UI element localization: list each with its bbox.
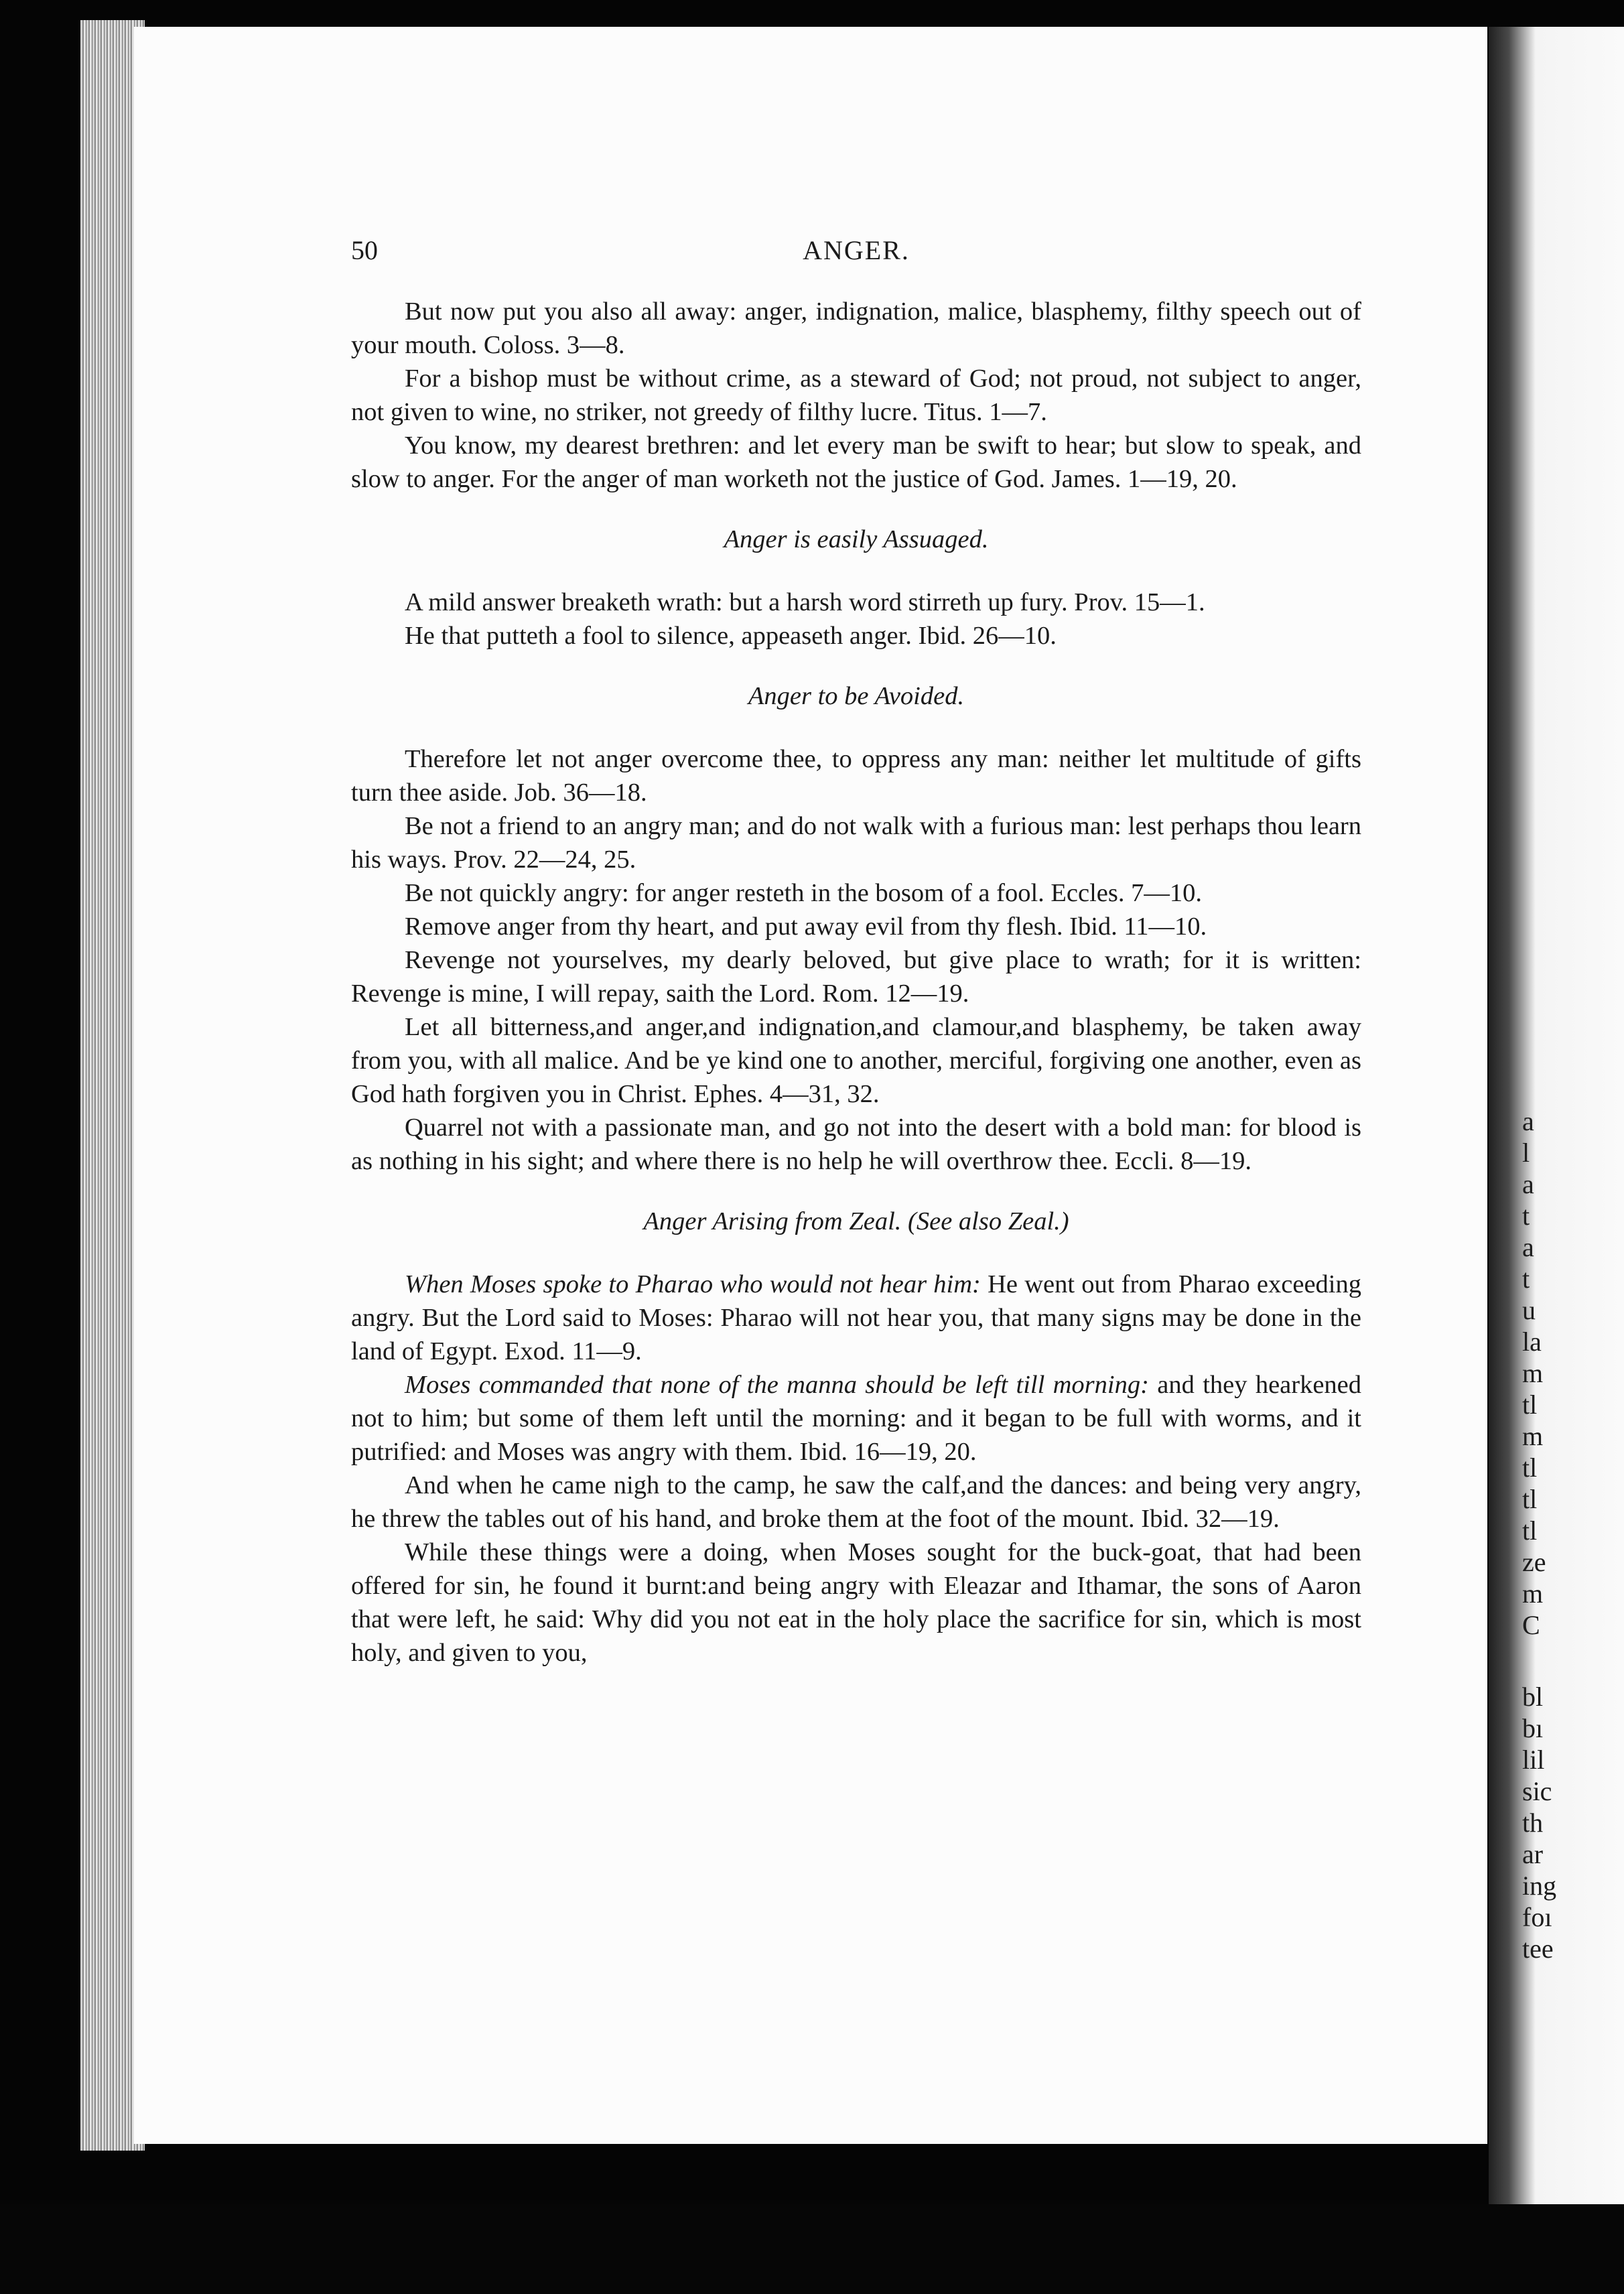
paragraph: Therefore let not anger overcome thee, to oppress any man: neither let multitude of gifts turn thee aside. Job. 36—18.: [351, 745, 1361, 807]
facing-fragment: a: [1522, 1169, 1534, 1199]
page-body: [351, 295, 1361, 1670]
facing-fragment: sic: [1522, 1776, 1552, 1806]
paragraph: He that putteth a fool to silence, appeaseth anger. Ibid. 26—10.: [405, 622, 1057, 650]
facing-fragment: ar: [1522, 1839, 1544, 1869]
paragraph: [351, 1368, 1361, 1469]
paragraph: You know, my dearest brethren: and let every man be swift to hear; but slow to speak, and slow to anger. For the anger of man worketh not the justice of God. James. 1—19, 20.: [351, 431, 1361, 493]
paragraph: Let all bitterness,and anger,and indignation,and clamour,and blasphemy, be taken away from you, with all malice. And be ye kind one to another, merciful, forgiving one another, even as God hath forgiven you in Christ. Ephes. 4—31, 32.: [351, 1013, 1361, 1108]
facing-fragment: tl: [1522, 1390, 1538, 1420]
facing-fragment: m: [1522, 1358, 1544, 1388]
facing-fragment: la: [1522, 1327, 1542, 1357]
facing-fragment: t: [1522, 1201, 1530, 1231]
facing-fragment: u: [1522, 1295, 1536, 1325]
facing-fragment: foı: [1522, 1902, 1552, 1932]
running-title: ANGER.: [803, 235, 910, 265]
facing-fragment: C: [1522, 1610, 1540, 1640]
facing-fragment: ze: [1522, 1547, 1546, 1577]
paragraph: Quarrel not with a passionate man, and go not into the desert with a bold man: for blood is as nothing in his sight; and where there is no help he will overthrow thee. Eccli. 8—19.: [351, 1114, 1361, 1175]
paragraph: A mild answer breaketh wrath: but a harsh word stirreth up fury. Prov. 15—1.: [405, 588, 1205, 616]
paragraph-text: and they hearkened not to him; but some of them left until the morning: and it began to be full with worms, and it putrified: and Moses was angry with them. Ibid. 16—19, 20.: [351, 1371, 1361, 1466]
running-head: [351, 234, 1361, 268]
section-heading: Anger Arising from Zeal. (See also Zeal.): [643, 1207, 1069, 1235]
paragraph-lead: When Moses spoke to Pharao who would not hear him:: [405, 1270, 981, 1298]
facing-fragment: th: [1522, 1808, 1544, 1838]
paragraph: For a bishop must be without crime, as a steward of God; not proud, not subject to anger, not given to wine, no striker, not greedy of filthy lucre. Titus. 1—7.: [351, 364, 1361, 426]
facing-fragment: tl: [1522, 1515, 1538, 1546]
facing-fragment: bl: [1522, 1682, 1544, 1712]
paragraph: But now put you also all away: anger, indignation, malice, blasphemy, filthy speech out of your mouth. Coloss. 3—8.: [351, 297, 1361, 359]
paragraph: Revenge not yourselves, my dearly beloved, but give place to wrath; for it is written: Revenge is mine, I will repay, saith the Lord. Rom. 12—19.: [351, 946, 1361, 1008]
paragraph: Remove anger from thy heart, and put away evil from thy flesh. Ibid. 11—10.: [405, 913, 1207, 941]
facing-fragment: ing: [1522, 1871, 1557, 1901]
facing-fragment: lil: [1522, 1745, 1545, 1775]
facing-fragment: m: [1522, 1578, 1544, 1609]
paragraph: Be not a friend to an angry man; and do not walk with a furious man: lest perhaps thou learn his ways. Prov. 22—24, 25.: [351, 812, 1361, 874]
facing-fragment: l: [1522, 1138, 1530, 1168]
facing-fragment: tl: [1522, 1484, 1538, 1514]
facing-fragment: tl: [1522, 1453, 1538, 1483]
section-heading: Anger is easily Assuaged.: [724, 525, 989, 553]
paragraph-lead: Moses commanded that none of the manna should be left till morning:: [405, 1371, 1149, 1399]
facing-fragment: t: [1522, 1264, 1530, 1294]
paragraph: Be not quickly angry: for anger resteth in the bosom of a fool. Eccles. 7—10.: [405, 879, 1202, 907]
paragraph: While these things were a doing, when Moses sought for the buck-goat, that had been offered for sin, he found it burnt:and being angry with Eleazar and Ithamar, the sons of Aaron that were left, he said: Why did you not eat in the holy place the sacrifice for sin, which is most holy, and given to you,: [351, 1538, 1361, 1667]
facing-fragment: bı: [1522, 1713, 1544, 1743]
paragraph: [351, 1268, 1361, 1368]
section-heading: Anger to be Avoided.: [748, 682, 965, 710]
facing-fragment: m: [1522, 1421, 1544, 1451]
page-number: 50: [351, 235, 378, 265]
facing-fragment: a: [1522, 1106, 1534, 1136]
paragraph: And when he came nigh to the camp, he saw the calf,and the dances: and being very angry, he threw the tables out of his hand, and broke them at the foot of the mount. Ibid. 32—19.: [351, 1471, 1361, 1533]
facing-fragment: a: [1522, 1232, 1534, 1262]
scan-bottom-band: [0, 2204, 1624, 2294]
facing-page: [1489, 27, 1624, 2294]
paragraph-text: He went out from Pharao exceeding angry. But the Lord said to Moses: Pharao will not hear you, that many signs may be done in the land of Egypt. Exod. 11—9.: [351, 1270, 1361, 1365]
facing-fragment: tee: [1522, 1934, 1554, 1964]
